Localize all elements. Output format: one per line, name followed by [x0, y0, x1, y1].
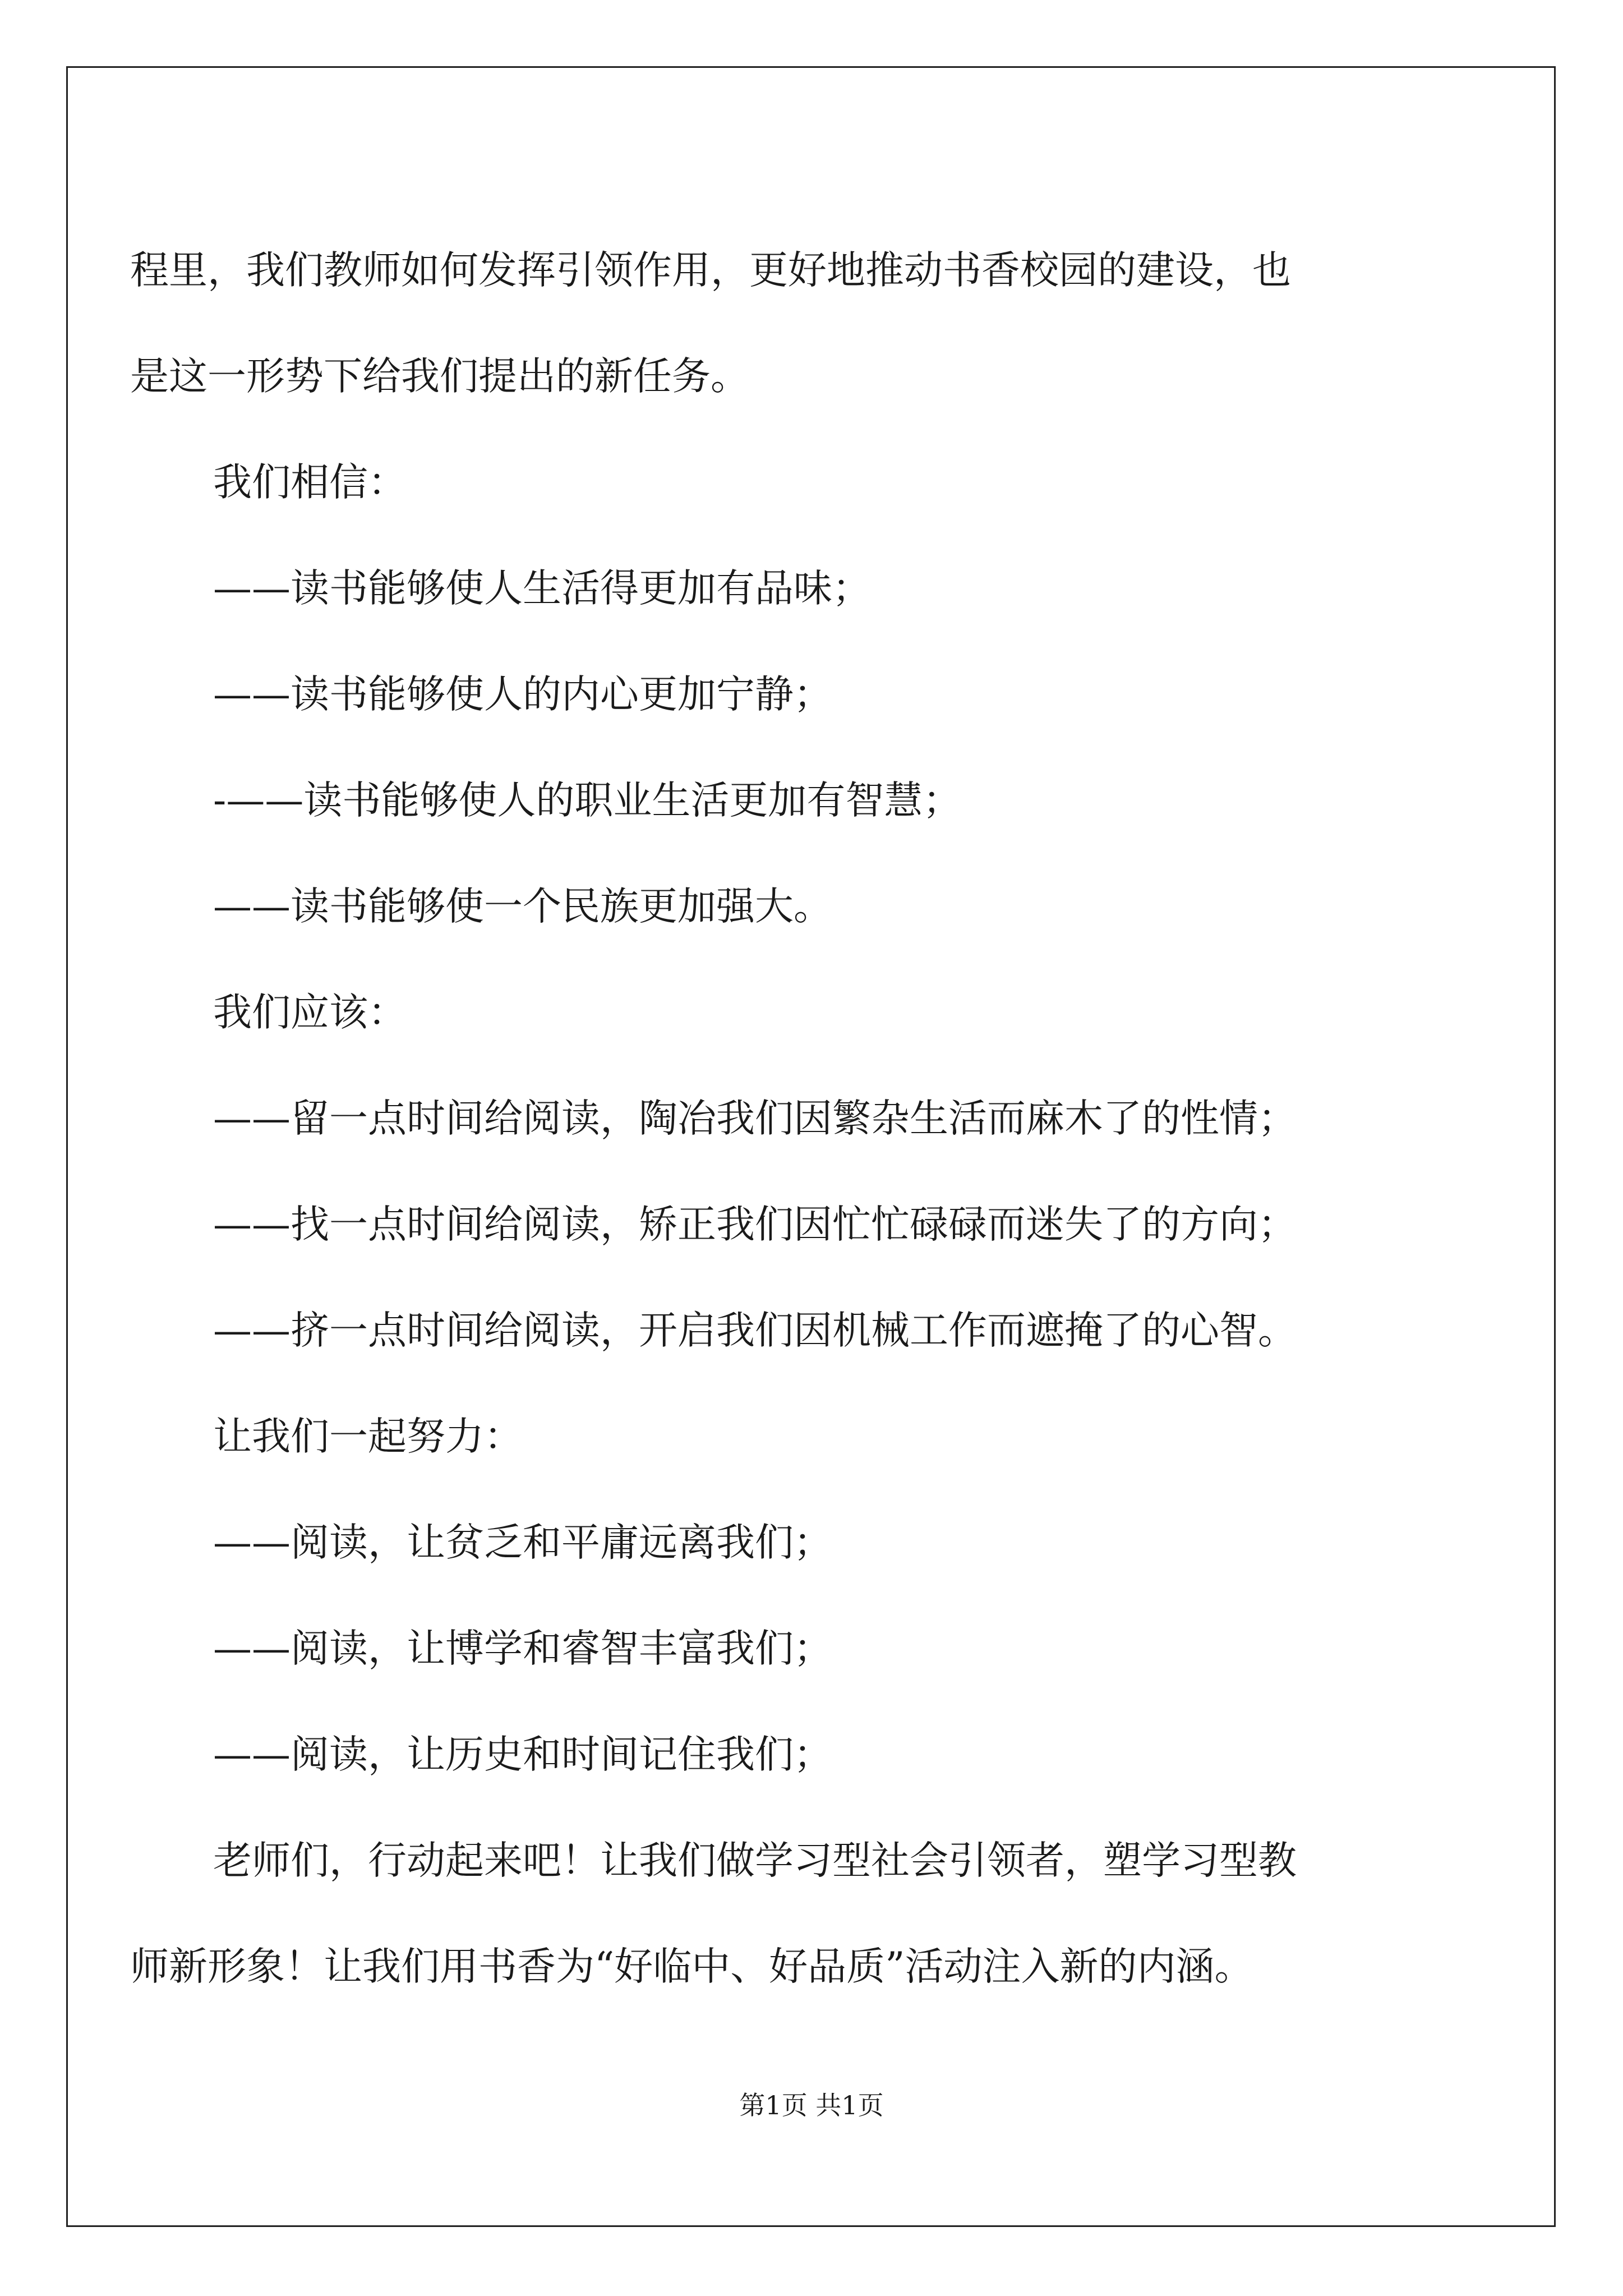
text-line-7: ——读书能够使一个民族更加强大。 [213, 884, 832, 929]
page-number-footer: 第1页 共1页 [739, 2090, 884, 2120]
text-line-9: ——留一点时间给阅读，陶冶我们因繁杂生活而麻木了的性情； [213, 1096, 1297, 1141]
document-body [130, 218, 1487, 2020]
text-line-11: ——挤一点时间给阅读，开启我们因机械工作而遮掩了的心智。 [213, 1308, 1297, 1353]
text-line-3: 我们相信： [213, 460, 407, 505]
text-line-8: 我们应该： [213, 990, 407, 1035]
text-line-14: ——阅读，让博学和睿智丰富我们； [213, 1626, 832, 1671]
text-line-6: -——读书能够使人的职业生活更加有智慧； [213, 778, 962, 823]
text-line-12: 让我们一起努力： [213, 1414, 523, 1459]
text-line-1: 程里，我们教师如何发挥引领作用，更好地推动书香校园的建设，也 [130, 248, 1291, 293]
text-line-5: ——读书能够使人的内心更加宁静； [213, 672, 832, 717]
text-line-17: 师新形象！让我们用书香为“好临中、好品质”活动注入新的内涵。 [130, 1944, 1253, 1989]
text-line-2: 是这一形势下给我们提出的新任务。 [130, 354, 749, 399]
text-line-13: ——阅读，让贫乏和平庸远离我们； [213, 1520, 832, 1565]
text-line-10: ——找一点时间给阅读，矫正我们因忙忙碌碌而迷失了的方向； [213, 1202, 1297, 1247]
text-line-16: 老师们，行动起来吧！让我们做学习型社会引领者，塑学习型教 [213, 1838, 1297, 1883]
text-line-4: ——读书能够使人生活得更加有品味； [213, 566, 871, 611]
text-line-15: ——阅读，让历史和时间记住我们； [213, 1732, 832, 1777]
